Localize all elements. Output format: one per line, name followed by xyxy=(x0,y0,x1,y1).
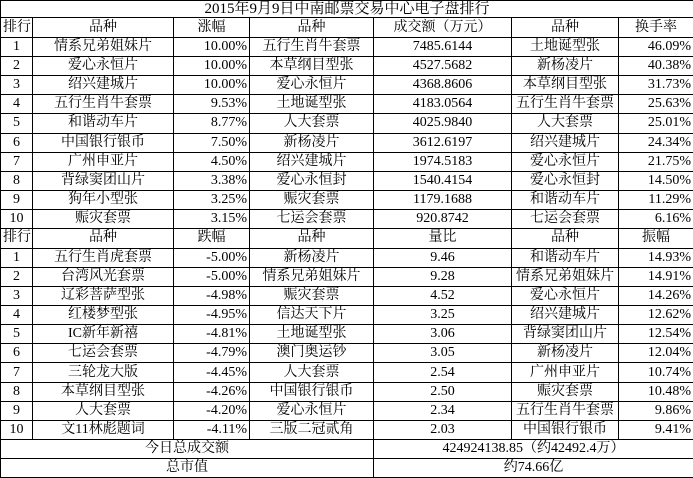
variety-cell: 狗年小型张 xyxy=(33,190,174,209)
rank-cell: 10 xyxy=(1,209,33,228)
variety-cell: 赈灾套票 xyxy=(250,190,374,209)
rank-cell: 4 xyxy=(1,306,33,325)
turnover-value: 920.8742 xyxy=(374,209,512,228)
volume-ratio-value: 3.06 xyxy=(374,325,512,344)
table-row xyxy=(1,1,693,18)
variety-cell: 赈灾套票 xyxy=(512,382,619,401)
amplitude-value: 12.54% xyxy=(619,325,693,344)
amplitude-value: 12.62% xyxy=(619,306,693,325)
variety-cell: 中国银行银币 xyxy=(33,133,174,152)
volume-ratio-value: 2.34 xyxy=(374,401,512,420)
column-header-variety: 品种 xyxy=(512,18,619,38)
turnover-value: 3612.6197 xyxy=(374,133,512,152)
variety-cell: 赈灾套票 xyxy=(33,209,174,228)
column-header-volume-ratio: 量比 xyxy=(374,228,512,248)
rank-cell: 8 xyxy=(1,382,33,401)
variety-cell: 爱心永恒片 xyxy=(250,76,374,95)
turnover-value: 4527.5682 xyxy=(374,57,512,76)
volume-ratio-value: 2.03 xyxy=(374,420,512,439)
table-row xyxy=(1,57,693,76)
table-row xyxy=(1,133,693,152)
variety-cell: 文11林彪题词 xyxy=(33,420,174,439)
variety-cell: 爱心永恒片 xyxy=(33,57,174,76)
loss-value: -4.20% xyxy=(174,401,250,420)
column-header-turnover-rate: 换手率 xyxy=(619,18,693,38)
column-header-variety: 品种 xyxy=(250,18,374,38)
total-turnover-value: 424924138.85（约42492.4万） xyxy=(374,439,693,458)
variety-cell: 本草纲目型张 xyxy=(250,57,374,76)
total-turnover-row xyxy=(1,439,693,458)
page-title: 2015年9月9日中南邮票交易中心电子盘排行 xyxy=(1,1,693,18)
variety-cell: 爱心永恒片 xyxy=(512,287,619,306)
variety-cell: 和谐动车片 xyxy=(512,190,619,209)
table-row xyxy=(1,287,693,306)
variety-cell: 中国银行银币 xyxy=(250,382,374,401)
column-header-rank: 排行 xyxy=(1,228,33,248)
variety-cell: 和谐动车片 xyxy=(33,114,174,133)
loss-value: -4.26% xyxy=(174,382,250,401)
turnover-rate-value: 25.63% xyxy=(619,95,693,114)
rank-cell: 5 xyxy=(1,325,33,344)
column-header-variety: 品种 xyxy=(250,228,374,248)
loss-value: -4.98% xyxy=(174,287,250,306)
column-header-turnover: 成交额（万元） xyxy=(374,18,512,38)
variety-cell: 爱心永恒片 xyxy=(250,401,374,420)
loss-value: -4.79% xyxy=(174,344,250,363)
variety-cell: 爱心永恒封 xyxy=(512,171,619,190)
variety-cell: 新杨凌片 xyxy=(512,57,619,76)
variety-cell: 人大套票 xyxy=(250,114,374,133)
loss-value: -4.95% xyxy=(174,306,250,325)
market-cap-label: 总市值 xyxy=(1,458,374,477)
gain-value: 10.00% xyxy=(174,76,250,95)
rank-cell: 5 xyxy=(1,114,33,133)
rank-cell: 7 xyxy=(1,363,33,382)
table-row xyxy=(1,344,693,363)
amplitude-value: 9.41% xyxy=(619,420,693,439)
market-cap-value: 约74.66亿 xyxy=(374,458,693,477)
variety-cell: 五行生肖虎套票 xyxy=(33,249,174,268)
table-row xyxy=(1,401,693,420)
volume-ratio-value: 9.46 xyxy=(374,249,512,268)
variety-cell: 赈灾套票 xyxy=(250,287,374,306)
turnover-value: 4183.0564 xyxy=(374,95,512,114)
variety-cell: 辽彩菩萨型张 xyxy=(33,287,174,306)
variety-cell: 和谐动车片 xyxy=(512,249,619,268)
column-header-variety: 品种 xyxy=(33,228,174,248)
rank-cell: 2 xyxy=(1,268,33,287)
table-row xyxy=(1,363,693,382)
rank-cell: 3 xyxy=(1,287,33,306)
amplitude-value: 14.93% xyxy=(619,249,693,268)
variety-cell: 情系兄弟姐妹片 xyxy=(512,268,619,287)
variety-cell: 七运会套票 xyxy=(512,209,619,228)
rank-cell: 4 xyxy=(1,95,33,114)
variety-cell: 澳门奥运钞 xyxy=(250,344,374,363)
total-turnover-label: 今日总成交额 xyxy=(1,439,374,458)
gain-value: 3.15% xyxy=(174,209,250,228)
rank-cell: 1 xyxy=(1,38,33,57)
variety-cell: 情系兄弟姐妹片 xyxy=(33,38,174,57)
variety-cell: 五行生肖牛套票 xyxy=(512,95,619,114)
variety-cell: 广州申亚片 xyxy=(512,363,619,382)
variety-cell: 七运会套票 xyxy=(250,209,374,228)
loss-value: -4.45% xyxy=(174,363,250,382)
gain-header-row xyxy=(1,18,693,38)
column-header-rank: 排行 xyxy=(1,18,33,38)
gain-value: 7.50% xyxy=(174,133,250,152)
variety-cell: 绍兴建城片 xyxy=(33,76,174,95)
amplitude-value: 10.74% xyxy=(619,363,693,382)
variety-cell: 土地诞型张 xyxy=(512,38,619,57)
table-row xyxy=(1,95,693,114)
column-header-variety: 品种 xyxy=(512,228,619,248)
volume-ratio-value: 2.50 xyxy=(374,382,512,401)
variety-cell: 本草纲目型张 xyxy=(512,76,619,95)
column-header-amplitude: 振幅 xyxy=(619,228,693,248)
table-row xyxy=(1,382,693,401)
turnover-rate-value: 46.09% xyxy=(619,38,693,57)
table-row xyxy=(1,38,693,57)
turnover-value: 4025.9840 xyxy=(374,114,512,133)
variety-cell: 新杨凌片 xyxy=(250,133,374,152)
rank-cell: 3 xyxy=(1,76,33,95)
rank-cell: 2 xyxy=(1,57,33,76)
column-header-variety: 品种 xyxy=(33,18,174,38)
amplitude-value: 10.48% xyxy=(619,382,693,401)
variety-cell: 中国银行银币 xyxy=(512,420,619,439)
column-header-loss: 跌幅 xyxy=(174,228,250,248)
variety-cell: 新杨凌片 xyxy=(250,249,374,268)
variety-cell: 人大套票 xyxy=(33,401,174,420)
turnover-rate-value: 14.50% xyxy=(619,171,693,190)
volume-ratio-value: 4.52 xyxy=(374,287,512,306)
variety-cell: 爱心永恒封 xyxy=(250,171,374,190)
variety-cell: 七运会套票 xyxy=(33,344,174,363)
rank-cell: 6 xyxy=(1,344,33,363)
variety-cell: 爱心永恒片 xyxy=(512,152,619,171)
variety-cell: 人大套票 xyxy=(250,363,374,382)
rank-cell: 8 xyxy=(1,171,33,190)
variety-cell: 三轮龙大版 xyxy=(33,363,174,382)
loss-value: -5.00% xyxy=(174,249,250,268)
turnover-rate-value: 40.38% xyxy=(619,57,693,76)
amplitude-value: 14.91% xyxy=(619,268,693,287)
variety-cell: 五行生肖牛套票 xyxy=(250,38,374,57)
table-row xyxy=(1,268,693,287)
variety-cell: 背绿窦团山片 xyxy=(33,171,174,190)
turnover-rate-value: 11.29% xyxy=(619,190,693,209)
table-row xyxy=(1,209,693,228)
loss-value: -4.81% xyxy=(174,325,250,344)
rank-cell: 7 xyxy=(1,152,33,171)
table-row xyxy=(1,190,693,209)
volume-ratio-value: 9.28 xyxy=(374,268,512,287)
gain-value: 9.53% xyxy=(174,95,250,114)
turnover-rate-value: 31.73% xyxy=(619,76,693,95)
loss-header-row xyxy=(1,228,693,248)
variety-cell: 广州申亚片 xyxy=(33,152,174,171)
rank-cell: 1 xyxy=(1,249,33,268)
variety-cell: 信达天下片 xyxy=(250,306,374,325)
variety-cell: 情系兄弟姐妹片 xyxy=(250,268,374,287)
rank-cell: 10 xyxy=(1,420,33,439)
table-row xyxy=(1,171,693,190)
variety-cell: 绍兴建城片 xyxy=(250,152,374,171)
table-row xyxy=(1,306,693,325)
table-row xyxy=(1,76,693,95)
gain-value: 8.77% xyxy=(174,114,250,133)
turnover-rate-value: 21.75% xyxy=(619,152,693,171)
loss-value: -4.11% xyxy=(174,420,250,439)
volume-ratio-value: 2.54 xyxy=(374,363,512,382)
variety-cell: 土地诞型张 xyxy=(250,95,374,114)
table-row xyxy=(1,152,693,171)
turnover-value: 1179.1688 xyxy=(374,190,512,209)
gain-value: 4.50% xyxy=(174,152,250,171)
variety-cell: 背绿窦团山片 xyxy=(512,325,619,344)
variety-cell: 台湾风光套票 xyxy=(33,268,174,287)
column-header-gain: 涨幅 xyxy=(174,18,250,38)
variety-cell: 土地诞型张 xyxy=(250,325,374,344)
loss-value: -5.00% xyxy=(174,268,250,287)
variety-cell: IC新年新禧 xyxy=(33,325,174,344)
variety-cell: 绍兴建城片 xyxy=(512,133,619,152)
variety-cell: 三版二冠贰角 xyxy=(250,420,374,439)
volume-ratio-value: 3.25 xyxy=(374,306,512,325)
variety-cell: 绍兴建城片 xyxy=(512,306,619,325)
gain-value: 10.00% xyxy=(174,38,250,57)
variety-cell: 红楼梦型张 xyxy=(33,306,174,325)
table-row xyxy=(1,325,693,344)
turnover-rate-value: 6.16% xyxy=(619,209,693,228)
variety-cell: 新杨凌片 xyxy=(512,344,619,363)
table-row xyxy=(1,114,693,133)
turnover-rate-value: 24.34% xyxy=(619,133,693,152)
volume-ratio-value: 3.05 xyxy=(374,344,512,363)
table-row xyxy=(1,420,693,439)
amplitude-value: 12.04% xyxy=(619,344,693,363)
gain-value: 3.25% xyxy=(174,190,250,209)
market-cap-row xyxy=(1,458,693,477)
rank-cell: 9 xyxy=(1,401,33,420)
amplitude-value: 14.26% xyxy=(619,287,693,306)
variety-cell: 五行生肖牛套票 xyxy=(512,401,619,420)
variety-cell: 本草纲目型张 xyxy=(33,382,174,401)
gain-value: 3.38% xyxy=(174,171,250,190)
turnover-value: 1974.5183 xyxy=(374,152,512,171)
amplitude-value: 9.86% xyxy=(619,401,693,420)
table-row xyxy=(1,249,693,268)
turnover-rate-value: 25.01% xyxy=(619,114,693,133)
rank-cell: 9 xyxy=(1,190,33,209)
rank-cell: 6 xyxy=(1,133,33,152)
variety-cell: 五行生肖牛套票 xyxy=(33,95,174,114)
turnover-value: 4368.8606 xyxy=(374,76,512,95)
gain-value: 10.00% xyxy=(174,57,250,76)
turnover-value: 1540.4154 xyxy=(374,171,512,190)
turnover-value: 7485.6144 xyxy=(374,38,512,57)
variety-cell: 人大套票 xyxy=(512,114,619,133)
